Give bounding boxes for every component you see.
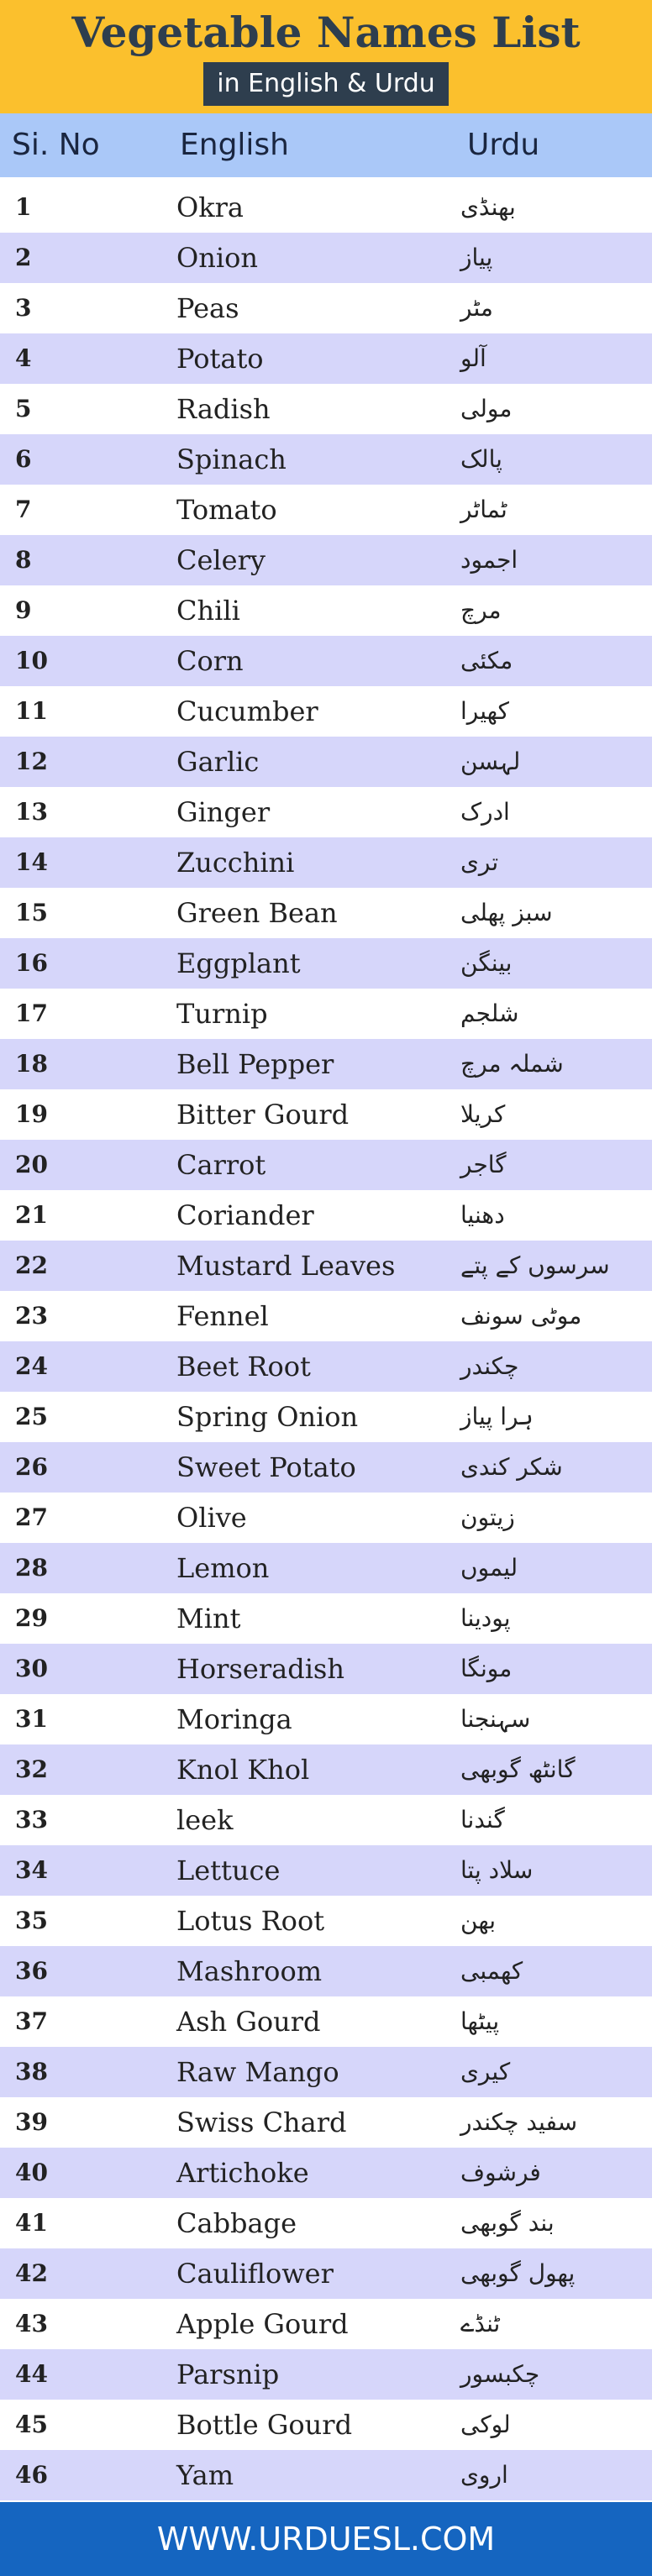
table-row	[0, 1644, 652, 1694]
serial-number-cell: 17	[15, 999, 48, 1027]
urdu-name-cell: سبز پھلی	[460, 899, 553, 926]
urdu-name-cell: سہنجنا	[460, 1705, 531, 1733]
english-name-cell: Bottle Gourd	[176, 2409, 353, 2441]
serial-number-cell: 34	[15, 1856, 48, 1884]
english-name-cell: Raw Mango	[176, 2056, 339, 2088]
english-name-cell: Parsnip	[176, 2358, 280, 2390]
serial-number-cell: 28	[15, 1554, 48, 1582]
english-name-cell: Okra	[176, 191, 244, 223]
serial-number-cell: 8	[15, 546, 32, 574]
serial-number-cell: 36	[15, 1957, 48, 1985]
urdu-name-cell: زیتون	[460, 1503, 515, 1531]
serial-number-cell: 14	[15, 848, 48, 876]
table-row	[0, 1241, 652, 1291]
serial-number-cell: 7	[15, 496, 32, 523]
serial-number-cell: 35	[15, 1907, 48, 1934]
urdu-name-cell: بینگن	[460, 949, 513, 977]
urdu-name-cell: بھن	[460, 1907, 497, 1934]
table-row	[0, 1795, 652, 1845]
urdu-name-cell: گاجر	[460, 1151, 507, 1178]
english-name-cell: Onion	[176, 242, 258, 274]
serial-number-cell: 6	[15, 445, 32, 473]
serial-number-cell: 19	[15, 1100, 48, 1128]
table-row	[0, 2148, 652, 2198]
table-row	[0, 2400, 652, 2450]
serial-number-cell: 31	[15, 1705, 48, 1733]
table-row	[0, 1946, 652, 1996]
table-row	[0, 1996, 652, 2047]
serial-number-cell: 24	[15, 1352, 48, 1380]
urdu-name-cell: مونگا	[460, 1655, 513, 1682]
urdu-name-cell: کھمبی	[460, 1957, 523, 1985]
urdu-name-cell: گانٹھ گوبھی	[460, 1755, 576, 1783]
english-name-cell: Eggplant	[176, 947, 301, 979]
table-row	[0, 737, 652, 787]
page-subtitle: in English & Urdu	[203, 62, 449, 106]
table-row	[0, 2248, 652, 2299]
table-row	[0, 989, 652, 1039]
urdu-name-cell: پیاز	[460, 244, 493, 271]
table-row	[0, 182, 652, 233]
urdu-name-cell: فرشوف	[460, 2159, 541, 2186]
english-name-cell: Tomato	[176, 494, 277, 526]
english-name-cell: Potato	[176, 343, 264, 375]
table-row	[0, 1593, 652, 1644]
table-row	[0, 888, 652, 938]
urdu-name-cell: تری	[460, 848, 499, 876]
table-row	[0, 333, 652, 384]
serial-number-cell: 32	[15, 1755, 48, 1783]
urdu-name-cell: ہرا پیاز	[460, 1403, 534, 1430]
serial-number-cell: 18	[15, 1050, 48, 1078]
table-row	[0, 1140, 652, 1190]
urdu-name-cell: شملہ مرچ	[460, 1050, 564, 1078]
english-name-cell: Moringa	[176, 1703, 292, 1735]
english-name-cell: Beet Root	[176, 1351, 311, 1382]
english-name-cell: Ash Gourd	[176, 2006, 321, 2038]
subtitle-container	[0, 62, 652, 106]
table-row	[0, 1694, 652, 1744]
table-row	[0, 434, 652, 485]
serial-number-cell: 41	[15, 2209, 48, 2237]
table-row	[0, 1493, 652, 1543]
table-row	[0, 1896, 652, 1946]
english-name-cell: Corn	[176, 645, 244, 677]
english-name-cell: Artichoke	[176, 2157, 309, 2189]
table-row	[0, 2299, 652, 2349]
page-title: Vegetable Names List	[71, 8, 581, 57]
english-name-cell: Bitter Gourd	[176, 1099, 350, 1131]
table-row	[0, 2349, 652, 2400]
urdu-name-cell: کیری	[460, 2058, 511, 2085]
urdu-name-cell: شلجم	[460, 999, 519, 1027]
table-row	[0, 1039, 652, 1089]
table-row	[0, 1341, 652, 1392]
table-row	[0, 485, 652, 535]
table-row	[0, 1744, 652, 1795]
table-row	[0, 585, 652, 636]
urdu-name-cell: پھول گوبھی	[460, 2259, 576, 2287]
table-row	[0, 2047, 652, 2097]
table-row	[0, 1089, 652, 1140]
english-name-cell: Cucumber	[176, 695, 318, 727]
urdu-name-cell: کریلا	[460, 1100, 506, 1128]
urdu-name-cell: سرسوں کے پتے	[460, 1251, 610, 1279]
urdu-name-cell: پیٹھا	[460, 2007, 500, 2035]
urdu-name-cell: لہسن	[460, 748, 521, 775]
serial-number-cell: 43	[15, 2310, 48, 2337]
urdu-name-cell: بھنڈی	[460, 193, 516, 221]
english-name-cell: Spinach	[176, 443, 287, 475]
urdu-name-cell: اجمود	[460, 546, 518, 574]
urdu-name-cell: مولی	[460, 395, 513, 422]
english-name-cell: Lettuce	[176, 1855, 281, 1886]
serial-number-cell: 40	[15, 2159, 48, 2186]
serial-number-cell: 33	[15, 1806, 48, 1834]
english-name-cell: Peas	[176, 292, 239, 324]
serial-number-cell: 3	[15, 294, 32, 322]
table-row	[0, 1543, 652, 1593]
english-name-cell: Ginger	[176, 796, 271, 828]
english-name-cell: Mint	[176, 1603, 241, 1634]
serial-number-cell: 29	[15, 1604, 48, 1632]
english-name-cell: Coriander	[176, 1199, 314, 1231]
table-row	[0, 938, 652, 989]
table-row	[0, 535, 652, 585]
english-name-cell: Lemon	[176, 1552, 270, 1584]
english-name-cell: Swiss Chard	[176, 2106, 347, 2138]
serial-number-cell: 5	[15, 395, 32, 422]
serial-number-cell: 13	[15, 798, 48, 826]
serial-number-cell: 45	[15, 2411, 48, 2438]
serial-number-cell: 39	[15, 2108, 48, 2136]
table-row	[0, 837, 652, 888]
serial-number-cell: 27	[15, 1503, 48, 1531]
table-row	[0, 686, 652, 737]
english-name-cell: Cabbage	[176, 2207, 297, 2239]
english-name-cell: Zucchini	[176, 847, 295, 879]
urdu-name-cell: گندنا	[460, 1806, 505, 1834]
serial-number-cell: 16	[15, 949, 48, 977]
urdu-name-cell: مٹر	[460, 294, 493, 322]
serial-number-cell: 10	[15, 647, 48, 674]
urdu-name-cell: چکندر	[460, 1352, 519, 1380]
urdu-name-cell: بند گوبھی	[460, 2209, 555, 2237]
table-row	[0, 787, 652, 837]
english-name-cell: Fennel	[176, 1300, 269, 1332]
english-name-cell: Carrot	[176, 1149, 266, 1181]
serial-number-cell: 46	[15, 2461, 48, 2489]
urdu-name-cell: لوکی	[460, 2411, 511, 2438]
english-name-cell: Chili	[176, 595, 240, 627]
urdu-name-cell: موٹی سونف	[460, 1302, 582, 1330]
table-row	[0, 1291, 652, 1341]
urdu-name-cell: چکبسور	[460, 2360, 540, 2388]
urdu-name-cell: شکر کندی	[460, 1453, 563, 1481]
urdu-name-cell: ٹماٹر	[460, 496, 507, 523]
urdu-name-cell: پودینا	[460, 1604, 511, 1632]
serial-number-cell: 2	[15, 244, 32, 271]
serial-number-cell: 11	[15, 697, 48, 725]
serial-number-cell: 9	[15, 596, 32, 624]
english-name-cell: Knol Khol	[176, 1754, 310, 1786]
urdu-name-cell: ٹنڈے	[460, 2310, 501, 2337]
urdu-name-cell: مکئی	[460, 647, 513, 674]
english-name-cell: Green Bean	[176, 897, 338, 929]
urdu-name-cell: لیموں	[460, 1554, 518, 1582]
table-row	[0, 1442, 652, 1493]
english-name-cell: Horseradish	[176, 1653, 344, 1685]
urdu-name-cell: کھیرا	[460, 697, 509, 725]
english-name-cell: Cauliflower	[176, 2258, 334, 2290]
urdu-name-cell: آلو	[460, 344, 486, 372]
english-name-cell: Yam	[176, 2459, 234, 2491]
english-name-cell: Mashroom	[176, 1955, 323, 1987]
table-row	[0, 1392, 652, 1442]
column-header-serial-no: Si. No	[12, 128, 100, 162]
serial-number-cell: 30	[15, 1655, 48, 1682]
english-name-cell: Apple Gourd	[176, 2308, 349, 2340]
english-name-cell: Mustard Leaves	[176, 1250, 396, 1282]
table-row	[0, 636, 652, 686]
urdu-name-cell: سلاد پتا	[460, 1856, 534, 1884]
english-name-cell: Turnip	[176, 998, 268, 1030]
serial-number-cell: 4	[15, 344, 32, 372]
table-row	[0, 1190, 652, 1241]
serial-number-cell: 1	[15, 193, 32, 221]
table-row	[0, 2450, 652, 2500]
urdu-name-cell: مرچ	[460, 596, 502, 624]
column-header-english: English	[180, 128, 289, 162]
table-row	[0, 233, 652, 283]
serial-number-cell: 25	[15, 1403, 48, 1430]
serial-number-cell: 22	[15, 1251, 48, 1279]
serial-number-cell: 21	[15, 1201, 48, 1229]
serial-number-cell: 44	[15, 2360, 48, 2388]
table-row	[0, 2097, 652, 2148]
serial-number-cell: 42	[15, 2259, 48, 2287]
english-name-cell: Bell Pepper	[176, 1048, 334, 1080]
table-row	[0, 2198, 652, 2248]
serial-number-cell: 15	[15, 899, 48, 926]
english-name-cell: Lotus Root	[176, 1905, 325, 1937]
english-name-cell: Radish	[176, 393, 271, 425]
table-row	[0, 384, 652, 434]
serial-number-cell: 26	[15, 1453, 48, 1481]
urdu-name-cell: اروی	[460, 2461, 508, 2489]
urdu-name-cell: پالک	[460, 445, 502, 473]
english-name-cell: Spring Onion	[176, 1401, 359, 1433]
english-name-cell: Celery	[176, 544, 266, 576]
urdu-name-cell: سفید چکندر	[460, 2108, 578, 2136]
english-name-cell: Garlic	[176, 746, 260, 778]
column-header-urdu: Urdu	[467, 128, 540, 162]
english-name-cell: Sweet Potato	[176, 1451, 356, 1483]
column-header-row	[0, 113, 652, 177]
urdu-name-cell: دھنیا	[460, 1201, 505, 1229]
table-row	[0, 283, 652, 333]
vegetable-table-body	[0, 182, 652, 2500]
english-name-cell: leek	[176, 1804, 234, 1836]
english-name-cell: Olive	[176, 1502, 247, 1534]
header-banner	[0, 0, 652, 113]
urdu-name-cell: ادرک	[460, 798, 510, 826]
serial-number-cell: 20	[15, 1151, 48, 1178]
serial-number-cell: 38	[15, 2058, 48, 2085]
serial-number-cell: 12	[15, 748, 48, 775]
table-row	[0, 1845, 652, 1896]
serial-number-cell: 37	[15, 2007, 48, 2035]
serial-number-cell: 23	[15, 1302, 48, 1330]
footer-website-banner[interactable]: WWW.URDUESL.COM	[0, 2502, 652, 2576]
